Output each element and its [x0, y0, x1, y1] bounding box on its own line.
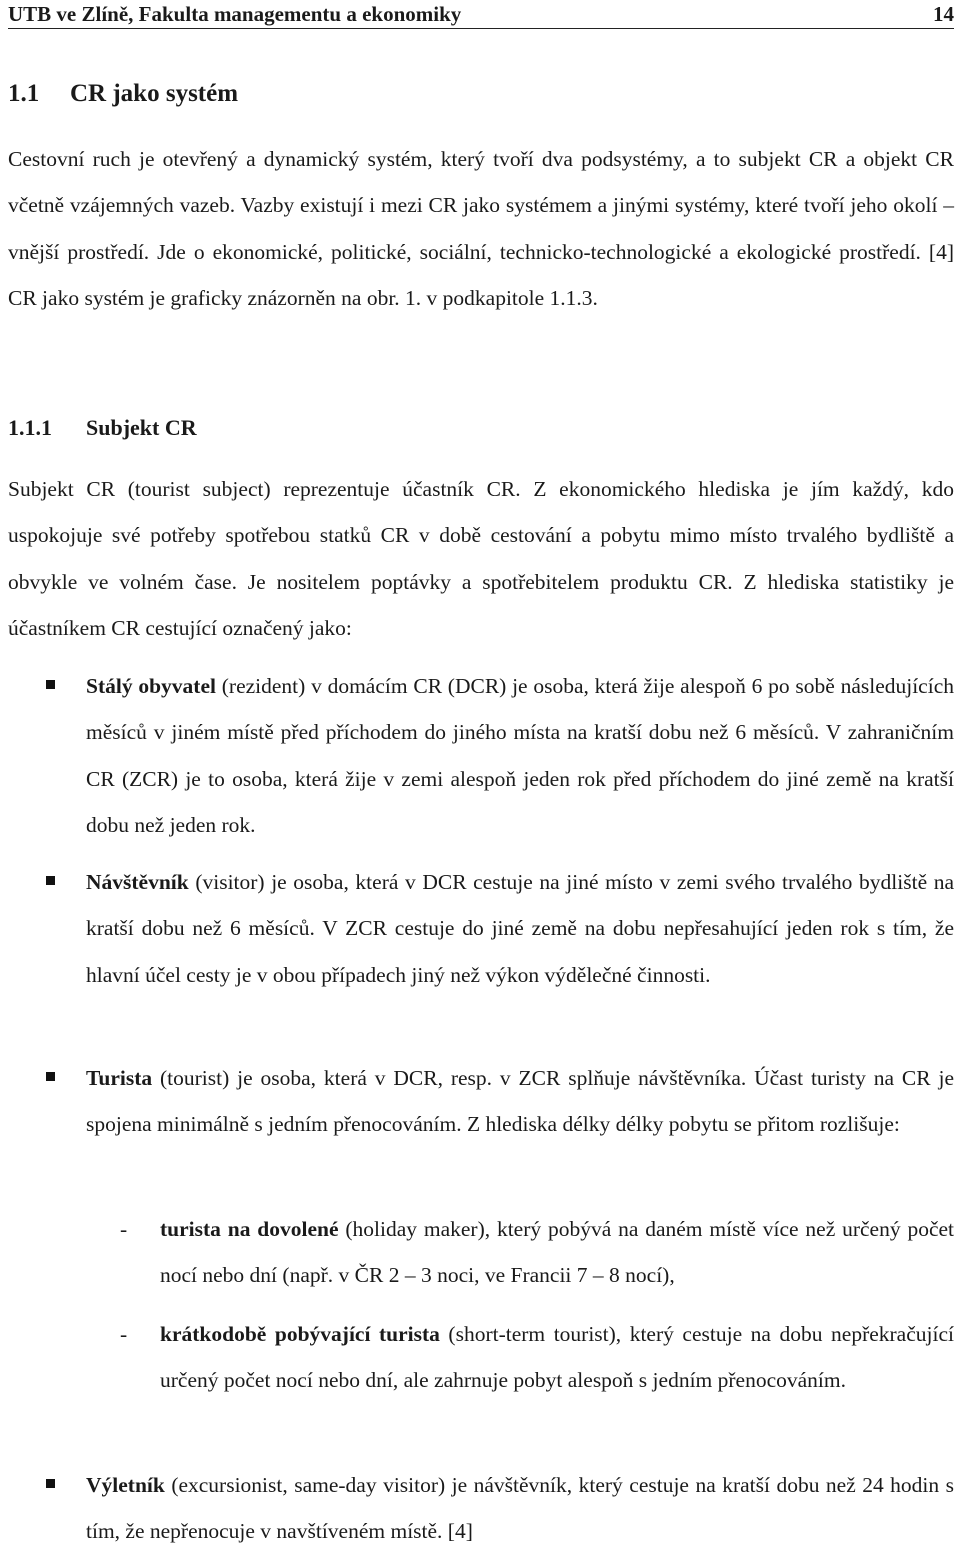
page-number: 14: [933, 2, 954, 26]
list-item-text: [86, 1462, 954, 1555]
list-item-text: [86, 1055, 954, 1148]
sub-list-term: krátkodobě pobývající turista: [160, 1322, 440, 1346]
list-item: [8, 663, 954, 848]
section-number: 1.1: [8, 80, 40, 107]
subsection-title: Subjekt CR: [86, 415, 197, 440]
sub-list-body: (holiday maker), který pobývá na daném místě více než určený počet nocí nebo dní (např. v ČR 2 – 3 noci, ve Francii 7 – 8 nocí),: [160, 1217, 954, 1288]
sub-list-term: turista na dovolené: [160, 1217, 339, 1241]
sub-list-dash: -: [120, 1217, 128, 1241]
sub-list-item: [8, 1311, 954, 1404]
list-item-term: Výletník: [86, 1473, 165, 1497]
section-heading: [8, 80, 238, 108]
bullet-square-icon: [46, 1072, 55, 1081]
list-item-body: (visitor) je osoba, která v DCR cestuje na jiné místo v zemi svého trvalého bydliště na kratší dobu než 6 měsíců. V ZCR cestuje do jiné země na dobu nepřesahující jeden rok s tím, že hlavní účel cesty je v obou případech jiný než výkon výdělečné činnosti.: [86, 870, 954, 987]
sub-list-dash: -: [120, 1322, 128, 1346]
header-title: UTB ve Zlíně, Fakulta managementu a ekonomiky: [8, 2, 462, 26]
list-item-term: Turista: [86, 1066, 153, 1090]
list-item-text: [86, 663, 954, 848]
bullet-square-icon: [46, 680, 55, 689]
list-item-text: [86, 859, 954, 998]
list-item: [8, 859, 954, 998]
section-title: CR jako systém: [70, 80, 239, 107]
list-item-body: (excursionist, same-day visitor) je návštěvník, který cestuje na kratší dobu než 24 hodin s tím, že nepřenocuje v navštíveném místě. [4]: [86, 1473, 954, 1544]
list-item-body: (rezident) v domácím CR (DCR) je osoba, která žije alespoň 6 po sobě následujících měsíců v jiném místě před příchodem do jiného místa na kratší dobu než 6 měsíců. V zahraničním CR (ZCR) je to osoba, která žije v zemi alespoň jeden rok před příchodem do jiné země na kratší dobu než jeden rok.: [86, 674, 954, 837]
sub-list-text: [160, 1206, 954, 1299]
sub-list-item: [8, 1206, 954, 1299]
list-item-body: (tourist) je osoba, která v DCR, resp. v ZCR splňuje návštěvníka. Účast turisty na CR je spojena minimálně s jedním přenocováním. Z hlediska délky délky pobytu se přitom rozlišuje:: [86, 1066, 954, 1137]
subsection-heading: [8, 415, 197, 441]
bullet-square-icon: [46, 876, 55, 885]
section-paragraph: Cestovní ruch je otevřený a dynamický systém, který tvoří dva podsystémy, a to subjekt CR a objekt CR včetně vzájemných vazeb. Vazby existují i mezi CR jako systémem a jinými systémy, které tvoří jeho okolí – vnější prostředí. Jde o ekonomické, politické, sociální, technicko-technologické a ekologické prostředí. [4] CR jako systém je graficky znázorněn na obr. 1. v podkapitole 1.1.3.: [8, 147, 954, 310]
list-item: [8, 1055, 954, 1148]
list-item: [8, 1462, 954, 1555]
page-header: [8, 0, 954, 29]
list-item-term: Stálý obyvatel: [86, 674, 216, 698]
list-item-term: Návštěvník: [86, 870, 189, 894]
sub-list-body: (short-term tourist), který cestuje na dobu nepřekračující určený počet nocí nebo dní, ale zahrnuje pobyt alespoň s jedním přenocováním.: [160, 1322, 954, 1393]
bullet-square-icon: [46, 1479, 55, 1488]
subsection-number: 1.1.1: [8, 415, 52, 440]
sub-list-text: [160, 1311, 954, 1404]
subsection-paragraph: Subjekt CR (tourist subject) reprezentuje účastník CR. Z ekonomického hlediska je jím každý, kdo uspokojuje své potřeby spotřebou statků CR v době cestování a pobytu mimo místo trvalého bydliště a obvykle ve volném čase. Je nositelem poptávky a spotřebitelem produktu CR. Z hlediska statistiky je účastníkem CR cestující označený jako:: [8, 477, 954, 640]
